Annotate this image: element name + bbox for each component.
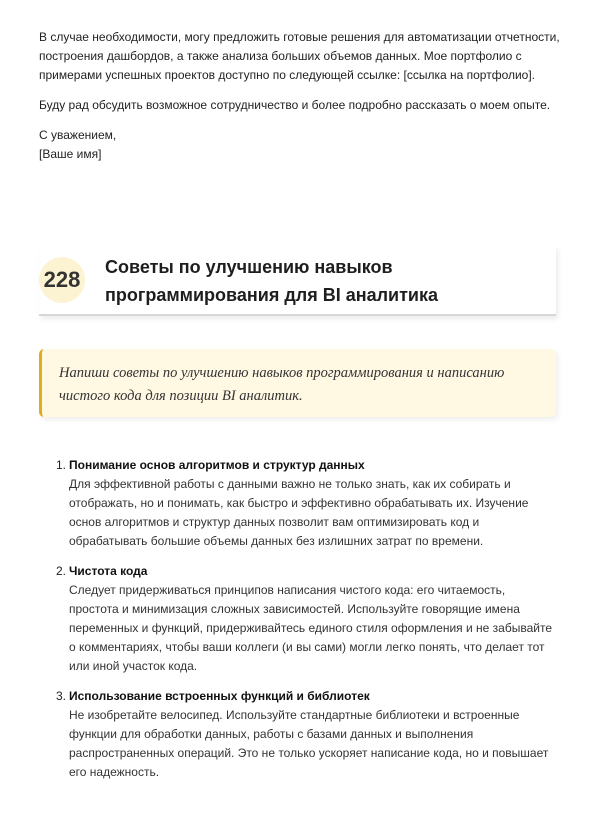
- list-item-title: Использование встроенных функций и библиотек: [69, 689, 370, 703]
- section-header: [39, 246, 556, 316]
- list-item: [53, 456, 553, 551]
- list-item-text: Следует придерживаться принципов написания чистого кода: его читаемость, простота и минимизация сложных зависимостей. Используйте говорящие имена переменных и функций, придерживайтесь единого стиля оформления и не забывайте о комментариях, чтобы ваши коллеги (и вы сами) могли легко понять, что делает тот или иной участок кода.: [69, 583, 552, 673]
- list-item-title: Понимание основ алгоритмов и структур данных: [69, 458, 365, 472]
- section-title: Советы по улучшению навыков программирования для BI аналитика: [105, 257, 438, 305]
- signature-line: [Ваше имя]: [39, 147, 102, 161]
- list-item-text: Не изобретайте велосипед. Используйте стандартные библиотеки и встроенные функции для обработки данных, работы с базами данных и выполнения распространенных операций. Это не только ускоряет написание кода, но и повышает его надежность.: [69, 708, 549, 779]
- prompt-text: Напиши советы по улучшению навыков программирования и написанию чистого кода для позиции BI аналитик.: [59, 365, 505, 404]
- letter-ending: [39, 28, 561, 164]
- cooperation-paragraph: Буду рад обсудить возможное сотрудничество и более подробно рассказать о моем опыте.: [39, 98, 551, 112]
- list-item-number: 2.: [56, 564, 67, 578]
- list-item-title: Чистота кода: [69, 564, 148, 578]
- tips-list: [53, 456, 553, 793]
- list-item-number: 3.: [56, 689, 67, 703]
- list-item-text: Для эффективной работы с данными важно не только знать, как их собирать и отображать, но и понимать, как быстро и эффективно обрабатывать их. Изучение основ алгоритмов и структур данных позволит вам оптимизировать код и обрабатывать большие объемы данных без излишних затрат по времени.: [69, 477, 529, 548]
- intro-paragraph: В случае необходимости, могу предложить готовые решения для автоматизации отчетности, построения дашбордов, а также анализа больших объемов данных. Мое портфолио с примерами успешных проектов доступно по следующей ссылке: [ссылка на портфолио].: [39, 30, 560, 82]
- section-number-badge: 228: [39, 257, 85, 303]
- list-item: [53, 562, 553, 676]
- list-item-number: 1.: [56, 458, 67, 472]
- list-item: [53, 687, 553, 782]
- prompt-callout: [39, 349, 556, 417]
- closing-line: С уважением,: [39, 128, 117, 142]
